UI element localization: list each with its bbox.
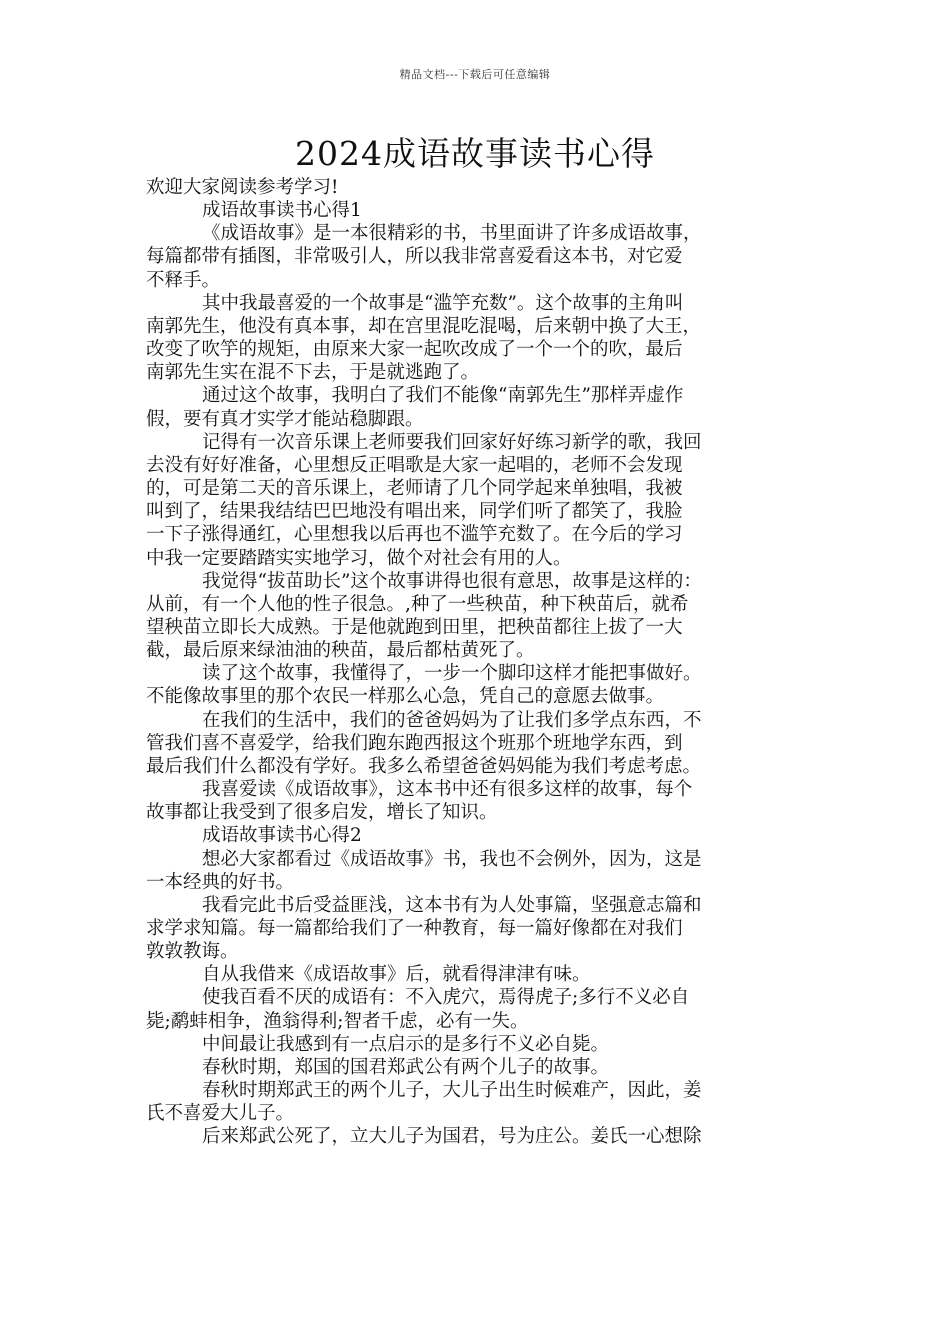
body-line: 使我百看不厌的成语有：不入虎穴，焉得虎子;多行不义必自 xyxy=(202,987,690,1009)
body-line: 成语故事读书心得2 xyxy=(202,825,362,847)
body-line: 叫到了，结果我结结巴巴地没有唱出来，同学们听了都笑了，我脸 xyxy=(146,501,683,523)
body-line: 毙;鹬蚌相争，渔翁得利;智者千虑，必有一失。 xyxy=(146,1010,529,1032)
body-line: 南郭先生实在混不下去，于是就逃跑了。 xyxy=(146,362,480,384)
body-line: 自从我借来《成语故事》后，就看得津津有味。 xyxy=(202,964,591,986)
body-line: 春秋时期，郑国的国君郑武公有两个儿子的故事。 xyxy=(202,1056,610,1078)
body-line: 想必大家都看过《成语故事》书，我也不会例外，因为，这是 xyxy=(202,848,702,870)
body-line: 最后我们什么都没有学好。我多么希望爸爸妈妈能为我们考虑考虑。 xyxy=(146,755,702,777)
body-line: 中间最让我感到有一点启示的是多行不义必自毙。 xyxy=(202,1033,610,1055)
body-line: 通过这个故事，我明白了我们不能像“南郭先生”那样弄虚作 xyxy=(202,385,684,407)
body-line: 记得有一次音乐课上老师要我们回家好好练习新学的歌，我回 xyxy=(202,431,702,453)
body-line: 改变了吹竽的规矩，由原来大家一起吹改成了一个一个的吹，最后 xyxy=(146,339,683,361)
body-line: 中我一定要踏踏实实地学习，做个对社会有用的人。 xyxy=(146,547,572,569)
document-title: 2024成语故事读书心得 xyxy=(295,134,655,173)
body-line: 其中我最喜爱的一个故事是“滥竽充数”。这个故事的主角叫 xyxy=(202,292,684,314)
body-line: 我觉得“拔苗助长”这个故事讲得也很有意思，故事是这样的： xyxy=(202,570,702,592)
body-line: 去没有好好准备，心里想反正唱歌是大家一起唱的，老师不会发现 xyxy=(146,454,683,476)
body-line: 假，要有真才实学才能站稳脚跟。 xyxy=(146,408,424,430)
body-line: 截，最后原来绿油油的秧苗，最后都枯黄死了。 xyxy=(146,640,535,662)
body-line: 敦敦教诲。 xyxy=(146,941,239,963)
body-line: 每篇都带有插图，非常吸引人，所以我非常喜爱看这本书，对它爱 xyxy=(146,246,683,268)
body-line: 一下子涨得通红，心里想我以后再也不滥竽充数了。在今后的学习 xyxy=(146,524,683,546)
body-line: 不释手。 xyxy=(146,269,221,291)
body-line: 望秧苗立即长大成熟。于是他就跑到田里，把秧苗都往上拔了一大 xyxy=(146,616,683,638)
body-line: 我看完此书后受益匪浅，这本书有为人处事篇，坚强意志篇和 xyxy=(202,894,702,916)
body-line: 后来郑武公死了，立大儿子为国君，号为庄公。姜氏一心想除 xyxy=(202,1126,702,1148)
body-line: 从前，有一个人他的性子很急。,种了一些秧苗，种下秧苗后，就希 xyxy=(146,593,689,615)
document-body xyxy=(146,176,812,1149)
body-line: 南郭先生，他没有真本事，却在宫里混吃混喝，后来朝中换了大王， xyxy=(146,315,702,337)
body-line: 我喜爱读《成语故事》，这本书中还有很多这样的故事，每个 xyxy=(202,779,693,801)
body-line: 在我们的生活中，我们的爸爸妈妈为了让我们多学点东西，不 xyxy=(202,709,702,731)
body-line: 的，可是第二天的音乐课上，老师请了几个同学起来单独唱，我被 xyxy=(146,478,683,500)
body-line: 氏不喜爱大儿子。 xyxy=(146,1103,295,1125)
page-header-note: 精品文档---下载后可任意编辑 xyxy=(399,68,551,81)
body-line: 读了这个故事，我懂得了，一步一个脚印这样才能把事做好。 xyxy=(202,663,702,685)
body-line: 求学求知篇。每一篇都给我们了一种教育，每一篇好像都在对我们 xyxy=(146,918,683,939)
body-line: 欢迎大家阅读参考学习! xyxy=(146,177,339,198)
body-line: 成语故事读书心得1 xyxy=(202,200,362,222)
body-line: 春秋时期郑武王的两个儿子，大儿子出生时候难产，因此，姜 xyxy=(202,1080,702,1102)
body-line: 不能像故事里的那个农民一样那么心急，凭自己的意愿去做事。 xyxy=(146,686,665,708)
body-line: 《成语故事》是一本很精彩的书，书里面讲了许多成语故事， xyxy=(202,223,702,245)
body-line: 一本经典的好书。 xyxy=(146,871,295,893)
body-line: 管我们喜不喜爱学，给我们跑东跑西报这个班那个班地学东西，到 xyxy=(146,732,683,754)
body-line: 故事都让我受到了很多启发，增长了知识。 xyxy=(146,802,498,824)
